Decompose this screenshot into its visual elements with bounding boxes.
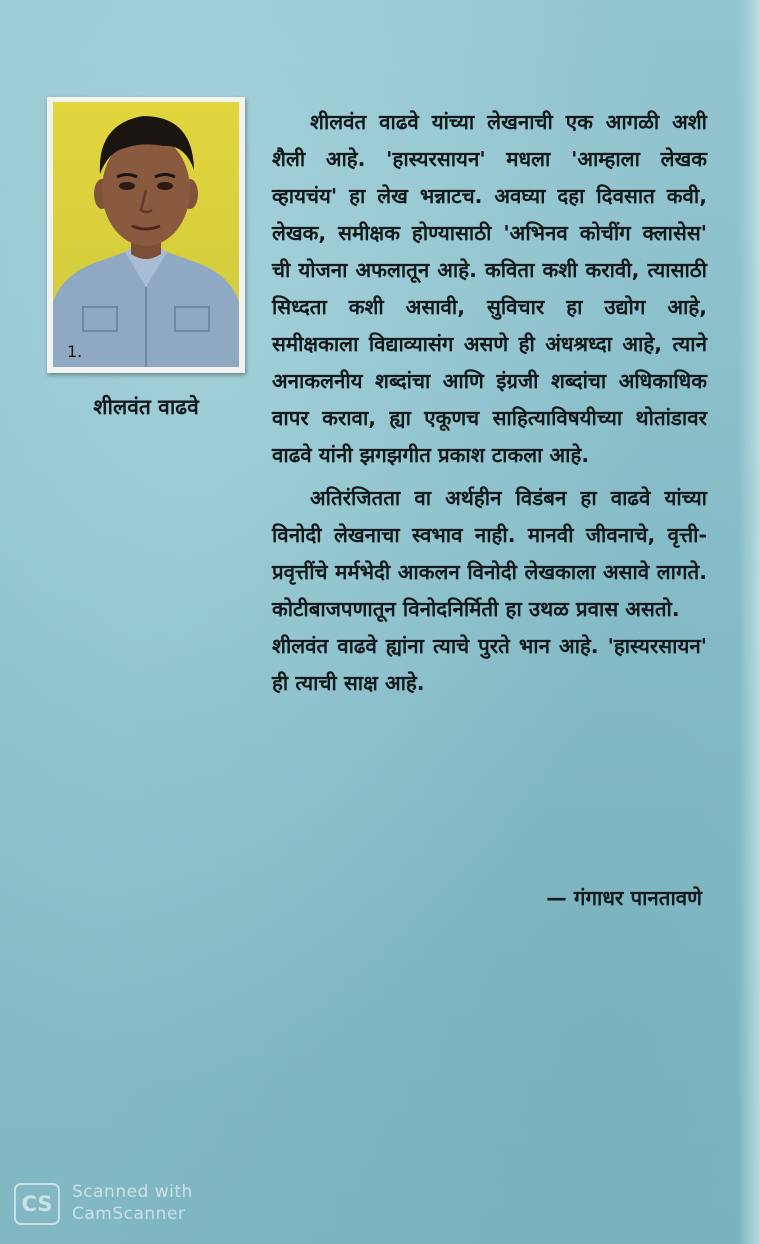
blurb-signature: — गंगाधर पानतावणे [546,886,702,910]
watermark-line-1: Scanned with [72,1182,193,1202]
author-name-caption: शीलवंत वाढवे [93,395,199,419]
blurb-paragraph-2: अतिरंजितता वा अर्थहीन विडंबन हा वाढवे यांच्या विनोदी लेखनाचा स्वभाव नाही. मानवी जीवनाचे, वृत्ती-प्रवृत्तींचे मर्मभेदी आकलन विनोदी लेखकाला असावे लागते. कोटीबाजपणातून विनोदनिर्मिती हा उथळ प्रवास असतो. [272,486,707,621]
watermark-text [72,1181,193,1225]
watermark-line-2: CamScanner [72,1204,186,1224]
author-portrait-illustration [53,102,239,367]
page-edge [738,0,760,1244]
blurb-paragraph-3: शीलवंत वाढवे ह्यांना त्याचे पुरते भान आहे. 'हास्यरसायन' ही त्याची साक्ष आहे. [272,634,707,695]
camscanner-logo-icon: CS [14,1183,60,1225]
author-photo-frame [47,97,245,373]
author-photo [53,102,239,367]
blurb-text [272,104,707,702]
svg-text:1.: 1. [67,342,83,361]
scanner-watermark [14,1181,214,1229]
blurb-paragraph-1: शीलवंत वाढवे यांच्या लेखनाची एक आगळी अशी शैली आहे. 'हास्यरसायन' मधला 'आम्हाला लेखक व्हायचंय' हा लेख भन्नाटच. अवघ्या दहा दिवसात कवी, लेखक, समीक्षक होण्यासाठी 'अभिनव कोचींग क्लासेस' ची योजना अफलातून आहे. कविता कशी करावी, त्यासाठी सिध्दता कशी असावी, सुविचार हा उद्योग आहे, समीक्षकाला विद्याव्यासंग असणे ही अंधश्रध्दा आहे, त्याने अनाकलनीय शब्दांचा आणि इंग्रजी शब्दांचा अधिकाधिक वापर करावा, ह्या एकूणच साहित्याविषयीच्या थोतांडावर वाढवे यांनी झगझगीत प्रकाश टाकला आहे. [272,110,707,467]
